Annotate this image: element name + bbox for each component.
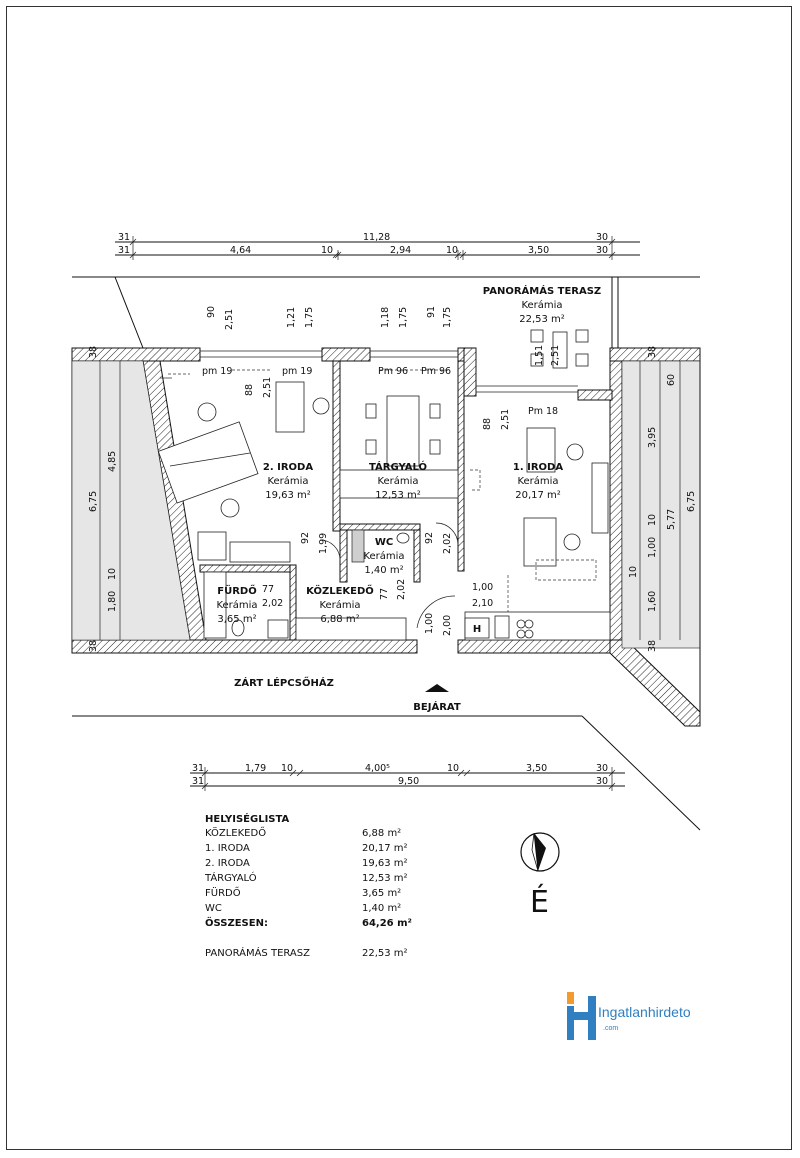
dim-w1a: 90: [206, 305, 217, 318]
corridor-area: 6,88 m²: [320, 614, 360, 625]
dim-w2b: 1,75: [304, 306, 315, 328]
bath-name: FÜRDŐ: [217, 586, 257, 597]
office2-area: 19,63 m²: [265, 490, 311, 501]
dim-bot1-right: 30: [596, 763, 609, 774]
dim-right-g: 6,75: [686, 490, 697, 512]
dim-right-c: 10: [647, 513, 658, 526]
dim-right-top: 38: [647, 345, 658, 358]
office1-area: 20,17 m²: [515, 490, 561, 501]
schedule-row-area: 1,40 m²: [362, 903, 402, 914]
office2-name: 2. IRODA: [262, 462, 314, 473]
dim-d7b: 2,10: [472, 598, 494, 609]
dim-right-a: 60: [666, 373, 677, 386]
schedule-row-name: 2. IRODA: [205, 858, 250, 869]
dim-bot1-d: 10: [447, 763, 460, 774]
dim-left-top: 38: [88, 345, 99, 358]
bottom-dimensions: [190, 763, 625, 791]
dim-d8b: 2,00: [442, 614, 453, 636]
dim-d3a: 92: [300, 531, 311, 544]
entrance-label: BEJÁRAT: [413, 702, 461, 713]
dim-top1-right: 30: [596, 232, 609, 243]
dim-top2-e: 3,50: [528, 245, 550, 256]
terrace-name: PANORÁMÁS TERASZ: [482, 286, 602, 297]
dim-w5b: 2,51: [550, 344, 561, 366]
dim-w3a: 1,18: [380, 306, 391, 328]
dim-right-h: 10: [628, 565, 639, 578]
meeting-area: 12,53 m²: [375, 490, 421, 501]
dim-left-a: 4,85: [107, 450, 118, 472]
schedule-row-name: FÜRDŐ: [205, 888, 241, 899]
terrace-material: Kerámia: [521, 300, 563, 311]
dim-left-b: 6,75: [88, 490, 99, 512]
schedule-total-area: 64,26 m²: [362, 918, 412, 929]
office2-material: Kerámia: [267, 476, 309, 487]
dim-bot1-c: 4,00⁵: [365, 763, 390, 774]
bath-area: 3,65 m²: [217, 614, 257, 625]
room-schedule: [204, 812, 412, 959]
dim-d6a: 77: [379, 587, 390, 600]
parapet-1: pm 19: [202, 366, 233, 377]
dim-right-bottom: 38: [647, 639, 658, 652]
dim-top2-right: 30: [596, 245, 609, 256]
entrance-marker: [72, 684, 700, 830]
dim-top2-a: 4,64: [230, 245, 252, 256]
dim-w5a: 1,51: [534, 344, 545, 366]
dim-w1b: 2,51: [224, 308, 235, 330]
office1-name: 1. IRODA: [512, 462, 564, 473]
parapet-3: Pm 96: [378, 366, 409, 377]
dim-right-e: 1,60: [647, 590, 658, 612]
parapet-4: Pm 96: [421, 366, 452, 377]
office1-material: Kerámia: [517, 476, 559, 487]
schedule-row-name: TÁRGYALÓ: [205, 873, 257, 884]
parapet-5: Pm 18: [528, 406, 559, 417]
meeting-name: TÁRGYALÓ: [368, 462, 428, 473]
logo-text: Ingatlanhirdeto: [598, 1004, 691, 1020]
schedule-terrace-area: 22,53 m²: [362, 948, 408, 959]
dim-top2-d: 10: [446, 245, 459, 256]
dim-d3b: 1,99: [318, 532, 329, 554]
dim-d5a: 77: [262, 584, 275, 595]
dim-bot2-right: 30: [596, 776, 609, 787]
schedule-row-area: 6,88 m²: [362, 828, 402, 839]
schedule-terrace-name: PANORÁMÁS TERASZ: [205, 948, 310, 959]
terrace-area: 22,53 m²: [519, 314, 565, 325]
dim-left-d: 1,80: [107, 590, 118, 612]
dim-right-b: 3,95: [647, 426, 658, 448]
schedule-row-area: 19,63 m²: [362, 858, 408, 869]
bath-material: Kerámia: [216, 600, 258, 611]
dim-d1b: 2,51: [262, 376, 273, 398]
schedule-row-name: 1. IRODA: [205, 843, 250, 854]
logo-sub: .com: [603, 1025, 619, 1032]
dim-d8a: 1,00: [424, 612, 435, 634]
dim-left-bottom: 38: [88, 639, 99, 652]
dim-top1-total: 11,28: [363, 232, 391, 243]
logo-mark-blue: [567, 1006, 574, 1040]
corridor-material: Kerámia: [319, 600, 361, 611]
top-dimensions: [115, 232, 640, 260]
dim-w2a: 1,21: [286, 306, 297, 328]
north-arrow-icon: [521, 833, 559, 920]
dim-top2-c: 2,94: [390, 245, 412, 256]
logo: [567, 992, 691, 1040]
schedule-row-area: 12,53 m²: [362, 873, 408, 884]
dim-w4a: 91: [426, 305, 437, 318]
dim-d2b: 2,51: [500, 408, 511, 430]
dim-d2a: 88: [482, 417, 493, 430]
logo-mark-blue: [574, 1012, 588, 1020]
dim-left-c: 10: [107, 567, 118, 580]
dim-d1a: 88: [244, 383, 255, 396]
dim-right-d: 1,00: [647, 536, 658, 558]
dim-top2-b: 10: [321, 245, 334, 256]
meeting-material: Kerámia: [377, 476, 419, 487]
dim-d6b: 2,02: [396, 578, 407, 600]
north-label: É: [530, 885, 549, 920]
h-box-label: H: [472, 624, 482, 635]
parapet-2: pm 19: [282, 366, 313, 377]
wc-area: 1,40 m²: [364, 565, 404, 576]
schedule-row-area: 20,17 m²: [362, 843, 408, 854]
logo-mark-orange: [567, 992, 574, 1004]
dim-w3b: 1,75: [398, 306, 409, 328]
dim-bot1-b: 10: [281, 763, 294, 774]
dim-d5b: 2,02: [262, 598, 284, 609]
dim-bot2-total: 9,50: [398, 776, 420, 787]
corridor-name: KÖZLEKEDŐ: [306, 586, 374, 597]
wc-material: Kerámia: [363, 551, 405, 562]
logo-mark-blue: [588, 996, 596, 1040]
dim-d7a: 1,00: [472, 582, 494, 593]
dim-right-f: 5,77: [666, 508, 677, 530]
dim-bot2-left: 31: [192, 776, 205, 787]
dim-top1-left: 31: [118, 232, 131, 243]
schedule-row-area: 3,65 m²: [362, 888, 402, 899]
dim-bot1-e: 3,50: [526, 763, 548, 774]
dim-d4b: 2,02: [442, 532, 453, 554]
schedule-row-name: KÖZLEKEDŐ: [205, 828, 267, 839]
wc-name: WC: [374, 537, 394, 548]
dim-w4b: 1,75: [442, 306, 453, 328]
stair-label: ZÁRT LÉPCSŐHÁZ: [234, 678, 334, 689]
schedule-total-name: ÖSSZESEN:: [205, 918, 268, 929]
dim-bot1-left: 31: [192, 763, 205, 774]
dim-bot1-a: 1,79: [245, 763, 267, 774]
dim-top2-left: 31: [118, 245, 131, 256]
schedule-row-name: WC: [205, 903, 222, 914]
schedule-title: HELYISÉGLISTA: [205, 814, 290, 825]
dim-d4a: 92: [424, 531, 435, 544]
